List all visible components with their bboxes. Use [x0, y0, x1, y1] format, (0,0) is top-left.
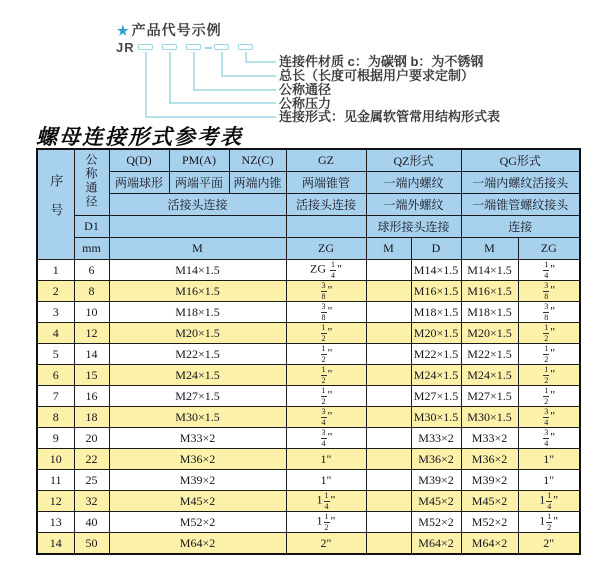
cell-qz_m [366, 449, 411, 470]
fraction: $\frac{1}{2}$ [321, 323, 326, 343]
table-row [37, 323, 580, 344]
header-qz-connection: 球形接头连接 [366, 216, 461, 238]
cell-qg_zg: $\frac{1}{4}$ " [518, 260, 580, 281]
cell-dn: 12 [74, 323, 109, 344]
cell-qz_d: M18×1.5 [411, 302, 461, 323]
cell-gz: $\frac{3}{4}$ " [286, 407, 366, 428]
fraction: $\frac{1}{4}$ [331, 260, 336, 280]
cell-gz: $\frac{1}{2}$ " [286, 344, 366, 365]
col-header-index: 序号 [37, 149, 74, 260]
cell-qg_m: M39×2 [461, 470, 518, 491]
header-mm: mm [74, 238, 109, 260]
cell-qz_m [366, 386, 411, 407]
cell-qz_d: M16×1.5 [411, 281, 461, 302]
cell-qg_zg: 1 $\frac{1}{2}$ " [518, 512, 580, 533]
cell-dn: 8 [74, 281, 109, 302]
table-row [37, 533, 580, 555]
cell-qz_d: M30×1.5 [411, 407, 461, 428]
cell-gz: $\frac{3}{8}$ " [286, 302, 366, 323]
cell-no: 1 [37, 260, 74, 281]
cell-no: 4 [37, 323, 74, 344]
cell-no: 9 [37, 428, 74, 449]
cell-gz: ZG $\frac{1}{4}$ " [286, 260, 366, 281]
fraction: $\frac{1}{4}$ [544, 260, 549, 280]
col-subheader-qz: 一端内螺纹 [366, 172, 461, 194]
cell-no: 7 [37, 386, 74, 407]
cell-gz: 1 $\frac{1}{4}$ " [286, 491, 366, 512]
cell-qz_m [366, 470, 411, 491]
col-header-pm: PM(A) [169, 149, 229, 172]
cell-dn: 50 [74, 533, 109, 555]
cell-m: M52×2 [109, 512, 286, 533]
col-header-diameter: 公称通径 [74, 149, 109, 216]
cell-m: M24×1.5 [109, 365, 286, 386]
col-subheader-pm: 两端平面 [169, 172, 229, 194]
cell-no: 2 [37, 281, 74, 302]
cell-gz: 2" [286, 533, 366, 555]
cell-m: M45×2 [109, 491, 286, 512]
header-union-connection: 活接头连接 [109, 194, 286, 216]
table-title: 螺母连接形式参考表 [36, 125, 243, 149]
cell-m: M22×1.5 [109, 344, 286, 365]
table-row [37, 428, 580, 449]
cell-qz_d: M27×1.5 [411, 386, 461, 407]
cell-m: M27×1.5 [109, 386, 286, 407]
cell-qg_zg: $\frac{3}{4}$ " [518, 407, 580, 428]
table-row [37, 281, 580, 302]
cell-no: 8 [37, 407, 74, 428]
cell-qz_m [366, 302, 411, 323]
cell-gz: 1" [286, 470, 366, 491]
header-qz-sub2: 一端外螺纹 [366, 194, 461, 216]
cell-qz_m [366, 323, 411, 344]
diagram-label-length: 总长（长度可根据用户要求定制） [279, 68, 475, 83]
cell-qz_d: M52×2 [411, 512, 461, 533]
table-row [37, 407, 580, 428]
cell-dn: 32 [74, 491, 109, 512]
fraction: $\frac{1}{2}$ [544, 386, 549, 406]
table-row [37, 344, 580, 365]
cell-m: M36×2 [109, 449, 286, 470]
cell-qg_m: M14×1.5 [461, 260, 518, 281]
header-zg-unit: ZG [286, 238, 366, 260]
cell-qg_m: M20×1.5 [461, 323, 518, 344]
table-row [37, 260, 580, 281]
header-qg-m: M [461, 238, 518, 260]
cell-dn: 6 [74, 260, 109, 281]
cell-qg_m: M27×1.5 [461, 386, 518, 407]
cell-qg_zg: 1 $\frac{1}{4}$ " [518, 491, 580, 512]
cell-gz: 1" [286, 449, 366, 470]
cell-qz_d: M64×2 [411, 533, 461, 555]
cell-qg_m: M16×1.5 [461, 281, 518, 302]
table-row [37, 449, 580, 470]
cell-gz: $\frac{3}{8}$ " [286, 281, 366, 302]
fraction: $\frac{1}{4}$ [547, 491, 552, 511]
cell-m: M33×2 [109, 428, 286, 449]
table-row [37, 365, 580, 386]
table-header [37, 149, 580, 260]
cell-qg_m: M36×2 [461, 449, 518, 470]
table-row [37, 491, 580, 512]
cell-qz_d: M45×2 [411, 491, 461, 512]
cell-qg_m: M45×2 [461, 491, 518, 512]
cell-qg_zg: $\frac{1}{2}$ " [518, 386, 580, 407]
header-m-unit: M [109, 238, 286, 260]
cell-gz: 1 $\frac{1}{2}$ " [286, 512, 366, 533]
cell-qz_m [366, 428, 411, 449]
cell-qz_d: M20×1.5 [411, 323, 461, 344]
cell-m: M14×1.5 [109, 260, 286, 281]
diagram-title-text: 产品代号示例 [131, 22, 222, 38]
header-qz-m: M [366, 238, 411, 260]
cell-no: 6 [37, 365, 74, 386]
cell-qg_zg: 1" [518, 470, 580, 491]
table-row [37, 386, 580, 407]
cell-dn: 14 [74, 344, 109, 365]
cell-qg_zg: $\frac{3}{8}$ " [518, 302, 580, 323]
col-header-q: Q(D) [109, 149, 169, 172]
diagram-label-material: 连接件材质 c：为碳钢 b：为不锈钢 [279, 54, 484, 69]
cell-qz_m [366, 260, 411, 281]
cell-qz_d: M36×2 [411, 449, 461, 470]
table-row [37, 302, 580, 323]
cell-qz_m [366, 281, 411, 302]
cell-qg_zg: 1" [518, 449, 580, 470]
cell-dn: 10 [74, 302, 109, 323]
cell-dn: 25 [74, 470, 109, 491]
header-blank-gz [286, 216, 366, 238]
nut-connection-table [36, 148, 581, 555]
cell-m: M39×2 [109, 470, 286, 491]
diagram-label-pressure: 公称压力 [279, 96, 332, 111]
fraction: $\frac{3}{8}$ [321, 281, 326, 301]
col-subheader-gz: 两端锥管 [286, 172, 366, 194]
cell-qz_m [366, 344, 411, 365]
cell-qg_zg: $\frac{3}{4}$ " [518, 428, 580, 449]
cell-gz: $\frac{1}{2}$ " [286, 323, 366, 344]
cell-dn: 16 [74, 386, 109, 407]
fraction: $\frac{3}{4}$ [321, 428, 326, 448]
col-header-qz: QZ形式 [366, 149, 461, 172]
cell-m: M16×1.5 [109, 281, 286, 302]
product-code-prefix: JR [116, 40, 135, 55]
table-body [37, 260, 580, 555]
cell-qg_m: M64×2 [461, 533, 518, 555]
cell-qz_d: M22×1.5 [411, 344, 461, 365]
cell-qg_m: M24×1.5 [461, 365, 518, 386]
cell-m: M30×1.5 [109, 407, 286, 428]
fraction: $\frac{1}{2}$ [547, 512, 552, 532]
col-header-qg: QG形式 [461, 149, 580, 172]
cell-qz_d: M14×1.5 [411, 260, 461, 281]
header-qg-zg: ZG [518, 238, 580, 260]
cell-dn: 22 [74, 449, 109, 470]
cell-no: 11 [37, 470, 74, 491]
cell-no: 13 [37, 512, 74, 533]
fraction: $\frac{1}{2}$ [321, 365, 326, 385]
cell-dn: 20 [74, 428, 109, 449]
col-subheader-q: 两端球形 [109, 172, 169, 194]
fraction: $\frac{3}{4}$ [321, 407, 326, 427]
cell-no: 3 [37, 302, 74, 323]
col-header-nz: NZ(C) [229, 149, 286, 172]
cell-m: M18×1.5 [109, 302, 286, 323]
cell-qg_m: M52×2 [461, 512, 518, 533]
fraction: $\frac{1}{2}$ [324, 512, 329, 532]
cell-no: 10 [37, 449, 74, 470]
fraction: $\frac{3}{8}$ [544, 281, 549, 301]
cell-qz_m [366, 491, 411, 512]
header-blank-left [109, 216, 286, 238]
cell-qg_m: M30×1.5 [461, 407, 518, 428]
diagram-label-diameter: 公称通径 [279, 82, 332, 97]
header-d1: D1 [74, 216, 109, 238]
col-subheader-nz: 两端内锥 [229, 172, 286, 194]
fraction: $\frac{1}{2}$ [321, 344, 326, 364]
cell-qz_d: M24×1.5 [411, 365, 461, 386]
cell-qz_m [366, 512, 411, 533]
cell-gz: $\frac{1}{2}$ " [286, 365, 366, 386]
cell-m: M20×1.5 [109, 323, 286, 344]
cell-gz: $\frac{1}{2}$ " [286, 386, 366, 407]
cell-qg_zg: $\frac{1}{2}$ " [518, 365, 580, 386]
fraction: $\frac{3}{8}$ [544, 302, 549, 322]
cell-qg_zg: 2" [518, 533, 580, 555]
cell-qg_m: M18×1.5 [461, 302, 518, 323]
cell-dn: 15 [74, 365, 109, 386]
cell-dn: 18 [74, 407, 109, 428]
cell-m: M64×2 [109, 533, 286, 555]
fraction: $\frac{1}{2}$ [544, 365, 549, 385]
cell-qg_m: M22×1.5 [461, 344, 518, 365]
cell-no: 14 [37, 533, 74, 555]
cell-qz_m [366, 365, 411, 386]
cell-qg_zg: $\frac{3}{8}$ " [518, 281, 580, 302]
cell-qz_d: M39×2 [411, 470, 461, 491]
header-qz-d: D [411, 238, 461, 260]
col-subheader-qg: 一端内螺纹活接头 [461, 172, 580, 194]
cell-qg_m: M33×2 [461, 428, 518, 449]
cell-qg_zg: $\frac{1}{2}$ " [518, 344, 580, 365]
cell-qg_zg: $\frac{1}{2}$ " [518, 323, 580, 344]
header-qg-sub2: 一端锥管螺纹接头 [461, 194, 580, 216]
fraction: $\frac{1}{2}$ [321, 386, 326, 406]
col-header-gz: GZ [286, 149, 366, 172]
fraction: $\frac{3}{8}$ [321, 302, 326, 322]
star-icon: ★ [117, 23, 130, 38]
header-gz-connection: 活接头连接 [286, 194, 366, 216]
fraction: $\frac{1}{2}$ [544, 344, 549, 364]
cell-dn: 40 [74, 512, 109, 533]
fraction: $\frac{3}{4}$ [544, 428, 549, 448]
cell-no: 12 [37, 491, 74, 512]
fraction: $\frac{1}{2}$ [544, 323, 549, 343]
diagram-label-connection: 连接形式：见金属软管常用结构形式表 [279, 109, 501, 124]
fraction: $\frac{3}{4}$ [544, 407, 549, 427]
cell-gz: $\frac{3}{4}$ " [286, 428, 366, 449]
cell-qz_d: M33×2 [411, 428, 461, 449]
header-qg-connection: 连接 [461, 216, 580, 238]
fraction: $\frac{1}{4}$ [324, 491, 329, 511]
cell-no: 5 [37, 344, 74, 365]
cell-qz_m [366, 407, 411, 428]
cell-qz_m [366, 533, 411, 555]
table-row [37, 512, 580, 533]
table-row [37, 470, 580, 491]
